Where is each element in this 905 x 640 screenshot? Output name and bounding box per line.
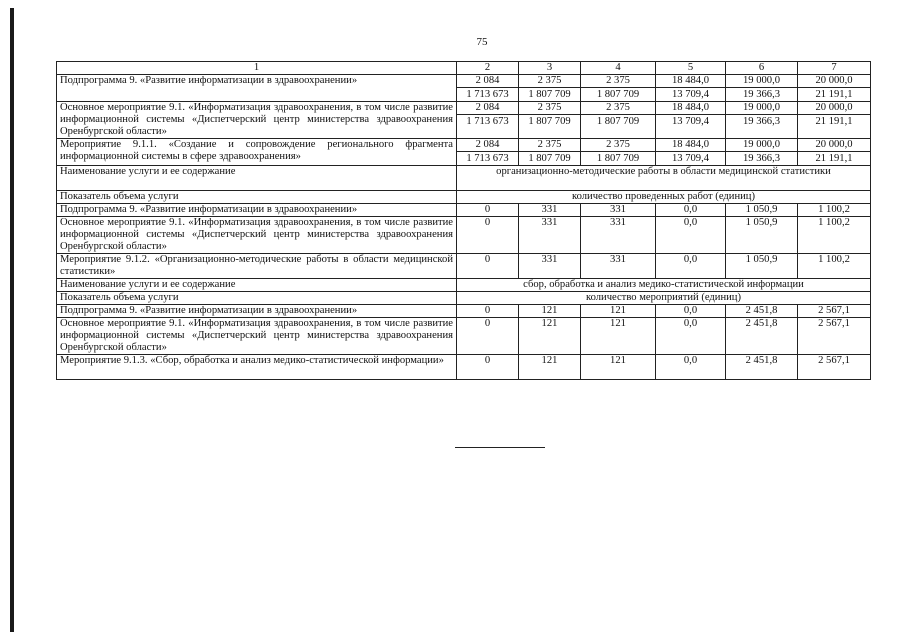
value-cell <box>656 102 726 139</box>
table-row <box>57 102 871 139</box>
value-cell <box>457 102 519 139</box>
stacked-value: 19 000,0 <box>742 102 781 113</box>
column-number: 2 <box>457 62 519 75</box>
value-cell: 2 451,8 <box>726 305 798 318</box>
scan-edge-bar <box>10 8 14 632</box>
stacked-value: 19 366,3 <box>726 87 797 101</box>
stacked-value: 1 807 709 <box>519 87 580 101</box>
value-cell: 2 567,1 <box>798 305 871 318</box>
value-cell: 1 100,2 <box>798 254 871 279</box>
stacked-value: 18 484,0 <box>671 102 710 113</box>
value-cell: 0,0 <box>656 305 726 318</box>
table-row <box>57 204 871 217</box>
value-cell: 2 567,1 <box>798 318 871 355</box>
value-cell: 2 451,8 <box>726 318 798 355</box>
value-cell: 331 <box>519 217 581 254</box>
row-label: Наименование услуги и ее содержание <box>57 279 457 292</box>
value-cell: 121 <box>519 305 581 318</box>
stacked-value: 1 807 709 <box>581 151 655 165</box>
value-cell <box>726 102 798 139</box>
value-cell <box>581 102 656 139</box>
value-cell: 2 451,8 <box>726 355 798 380</box>
value-cell <box>519 102 581 139</box>
value-cell: 121 <box>581 305 656 318</box>
table-row <box>57 292 871 305</box>
stacked-value: 1 713 673 <box>457 114 518 128</box>
row-label: Мероприятие 9.1.3. «Сбор, обработка и анализ медико-статистической информации» <box>57 355 457 380</box>
stacked-value: 19 366,3 <box>726 151 797 165</box>
table-row <box>57 279 871 292</box>
table-row <box>57 191 871 204</box>
value-cell: 331 <box>581 204 656 217</box>
stacked-value: 21 191,1 <box>798 114 870 128</box>
value-cell <box>457 75 519 102</box>
column-number: 7 <box>798 62 871 75</box>
table-row <box>57 217 871 254</box>
value-cell: 0 <box>457 355 519 380</box>
value-cell: 331 <box>519 254 581 279</box>
value-cell <box>457 139 519 166</box>
value-cell: 121 <box>519 318 581 355</box>
value-cell <box>798 102 871 139</box>
value-cell: 1 100,2 <box>798 217 871 254</box>
column-number: 1 <box>57 62 457 75</box>
value-cell: 1 050,9 <box>726 217 798 254</box>
table-row <box>57 75 871 102</box>
column-number: 6 <box>726 62 798 75</box>
value-cell: 1 050,9 <box>726 204 798 217</box>
row-label: Основное мероприятие 9.1. «Информатизация здравоохранения, в том числе развитие информационной системы «Диспетчерский центр министерства здравоохранения Оренбургской области» <box>57 318 457 355</box>
stacked-value: 20 000,0 <box>815 75 853 86</box>
column-number: 4 <box>581 62 656 75</box>
service-value: количество мероприятий (единиц) <box>457 292 871 305</box>
value-cell <box>656 75 726 102</box>
value-cell: 331 <box>581 254 656 279</box>
value-cell: 331 <box>581 217 656 254</box>
value-cell <box>581 139 656 166</box>
stacked-value: 19 000,0 <box>742 139 781 150</box>
stacked-value: 13 709,4 <box>656 114 725 128</box>
column-number: 3 <box>519 62 581 75</box>
value-cell <box>519 139 581 166</box>
stacked-value: 20 000,0 <box>815 139 853 150</box>
stacked-value: 13 709,4 <box>656 87 725 101</box>
value-cell: 0 <box>457 318 519 355</box>
row-label: Подпрограмма 9. «Развитие информатизации в здравоохранении» <box>57 204 457 217</box>
stacked-value: 2 375 <box>606 102 630 113</box>
value-cell: 121 <box>581 355 656 380</box>
value-cell: 2 567,1 <box>798 355 871 380</box>
stacked-value: 2 375 <box>606 139 630 150</box>
header-row <box>57 62 871 75</box>
row-label: Показатель объема услуги <box>57 191 457 204</box>
stacked-value: 13 709,4 <box>656 151 725 165</box>
value-cell: 121 <box>519 355 581 380</box>
stacked-value: 2 375 <box>606 75 630 86</box>
value-cell: 1 050,9 <box>726 254 798 279</box>
stacked-value: 1 807 709 <box>519 151 580 165</box>
row-label: Наименование услуги и ее содержание <box>57 166 457 191</box>
row-label: Основное мероприятие 9.1. «Информатизация здравоохранения, в том числе развитие информационной системы «Диспетчерский центр министерства здравоохранения Оренбургской области» <box>57 217 457 254</box>
table-row <box>57 355 871 380</box>
stacked-value: 2 375 <box>537 75 562 86</box>
stacked-value: 1 713 673 <box>457 87 518 101</box>
value-cell: 0,0 <box>656 217 726 254</box>
stacked-value: 21 191,1 <box>798 87 870 101</box>
stacked-value: 1 807 709 <box>581 87 655 101</box>
column-number: 5 <box>656 62 726 75</box>
service-value: сбор, обработка и анализ медико-статистической информации <box>457 279 871 292</box>
stacked-value: 1 713 673 <box>457 151 518 165</box>
budget-table <box>56 61 871 380</box>
row-label: Подпрограмма 9. «Развитие информатизации в здравоохранении» <box>57 305 457 318</box>
row-label: Мероприятие 9.1.2. «Организационно-методические работы в области медицинской статистики» <box>57 254 457 279</box>
value-cell <box>726 139 798 166</box>
table-row <box>57 139 871 166</box>
row-label: Показатель объема услуги <box>57 292 457 305</box>
value-cell: 0 <box>457 217 519 254</box>
stacked-value: 2 375 <box>537 102 562 113</box>
stacked-value: 19 000,0 <box>742 75 781 86</box>
stacked-value: 18 484,0 <box>671 139 710 150</box>
value-cell: 1 100,2 <box>798 204 871 217</box>
service-value: количество проведенных работ (единиц) <box>457 191 871 204</box>
stacked-value: 2 084 <box>475 139 500 150</box>
value-cell: 0,0 <box>656 318 726 355</box>
service-value: организационно-методические работы в области медицинской статистики <box>457 166 871 191</box>
table-row <box>57 166 871 191</box>
row-label: Мероприятие 9.1.1. «Создание и сопровождение регионального фрагмента информационной системы в сфере здравоохранения» <box>57 139 457 166</box>
stacked-value: 2 084 <box>475 75 500 86</box>
value-cell: 0 <box>457 204 519 217</box>
stacked-value: 20 000,0 <box>815 102 853 113</box>
value-cell <box>726 75 798 102</box>
stacked-value: 2 084 <box>475 102 500 113</box>
value-cell: 121 <box>581 318 656 355</box>
row-label: Подпрограмма 9. «Развитие информатизации в здравоохранении» <box>57 75 457 102</box>
value-cell <box>798 139 871 166</box>
value-cell <box>798 75 871 102</box>
page-number: 75 <box>476 36 488 48</box>
stacked-value: 2 375 <box>537 139 562 150</box>
value-cell <box>519 75 581 102</box>
stacked-value: 21 191,1 <box>798 151 870 165</box>
value-cell: 0 <box>457 254 519 279</box>
value-cell <box>581 75 656 102</box>
value-cell: 0,0 <box>656 355 726 380</box>
value-cell: 331 <box>519 204 581 217</box>
table-row <box>57 254 871 279</box>
value-cell: 0,0 <box>656 204 726 217</box>
value-cell: 0,0 <box>656 254 726 279</box>
stacked-value: 18 484,0 <box>671 75 710 86</box>
row-label: Основное мероприятие 9.1. «Информатизация здравоохранения, в том числе развитие информационной системы «Диспетчерский центр министерства здравоохранения Оренбургской области» <box>57 102 457 139</box>
stacked-value: 1 807 709 <box>519 114 580 128</box>
table-row <box>57 318 871 355</box>
value-cell <box>656 139 726 166</box>
value-cell: 0 <box>457 305 519 318</box>
stacked-value: 19 366,3 <box>726 114 797 128</box>
footer-divider <box>455 447 545 448</box>
stacked-value: 1 807 709 <box>581 114 655 128</box>
table-row <box>57 305 871 318</box>
